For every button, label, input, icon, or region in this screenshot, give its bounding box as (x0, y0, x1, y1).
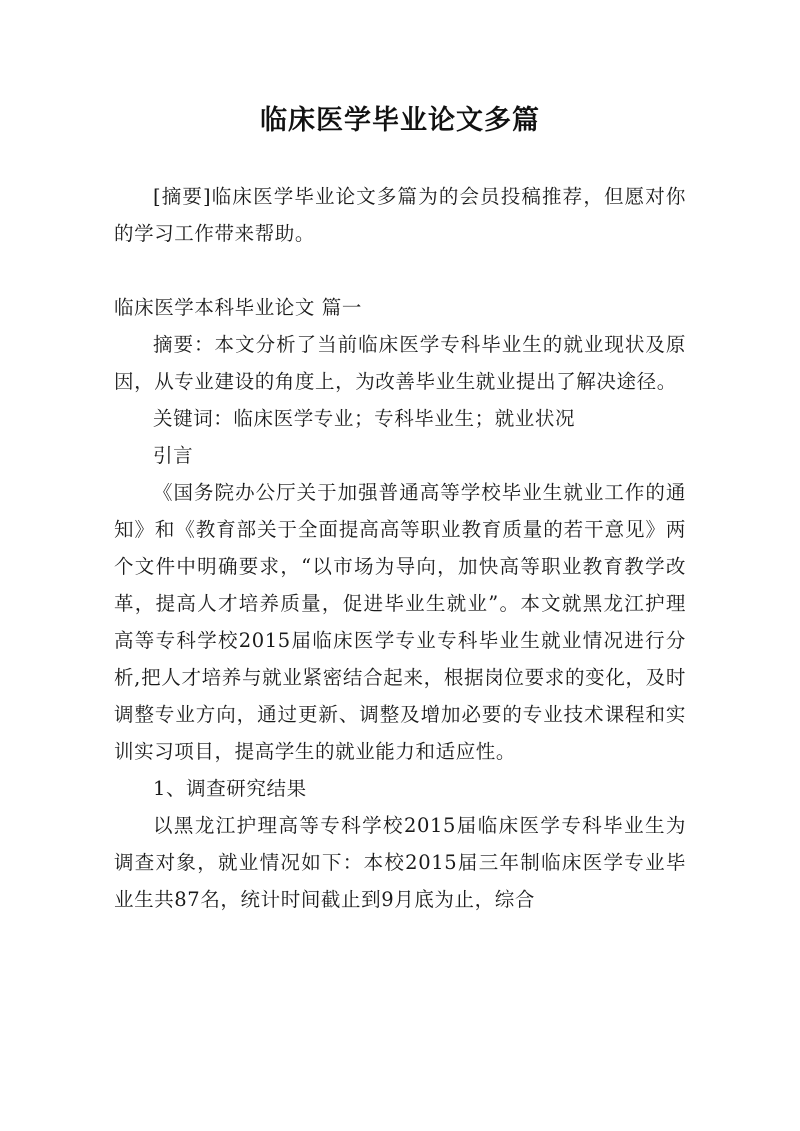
results-paragraph: 以黑龙江护理高等专科学校2015届临床医学专科毕业生为调查对象，就业情况如下：本校2015届三年制临床医学专业毕业生共87名，统计时间截止到9月底为止，综合 (114, 814, 686, 911)
document-title: 临床医学毕业论文多篇 (260, 105, 540, 136)
section-title: 临床医学本科毕业论文 篇一 (114, 296, 362, 319)
subheading-results: 1、调查研究结果 (153, 777, 307, 800)
abstract-paragraph: [摘要]临床医学毕业论文多篇为的会员投稿推荐，但愿对你的学习工作带来帮助。 (114, 185, 686, 245)
summary-paragraph: 摘要：本文分析了当前临床医学专科毕业生的就业现状及原因，从专业建设的角度上，为改善毕业生就业提出了解决途径。 (114, 333, 686, 393)
document-body (114, 178, 686, 918)
intro-heading: 引言 (153, 444, 194, 467)
keywords-line: 关键词：临床医学专业；专科毕业生；就业状况 (153, 407, 576, 430)
paragraph-gap (114, 252, 686, 289)
intro-paragraph: 《国务院办公厅关于加强普通高等学校毕业生就业工作的通知》和《教育部关于全面提高高等职业教育质量的若干意见》两个文件中明确要求，“以市场为导向，加快高等职业教育教学改革，提高人才培养质量，促进毕业生就业”。本文就黑龙江护理高等专科学校2015届临床医学专业专科毕业生就业情况进行分析,把人才培养与就业紧密结合起来，根据岗位要求的变化，及时调整专业方向，通过更新、调整及增加必要的专业技术课程和实训实习项目，提高学生的就业能力和适应性。 (114, 481, 686, 763)
